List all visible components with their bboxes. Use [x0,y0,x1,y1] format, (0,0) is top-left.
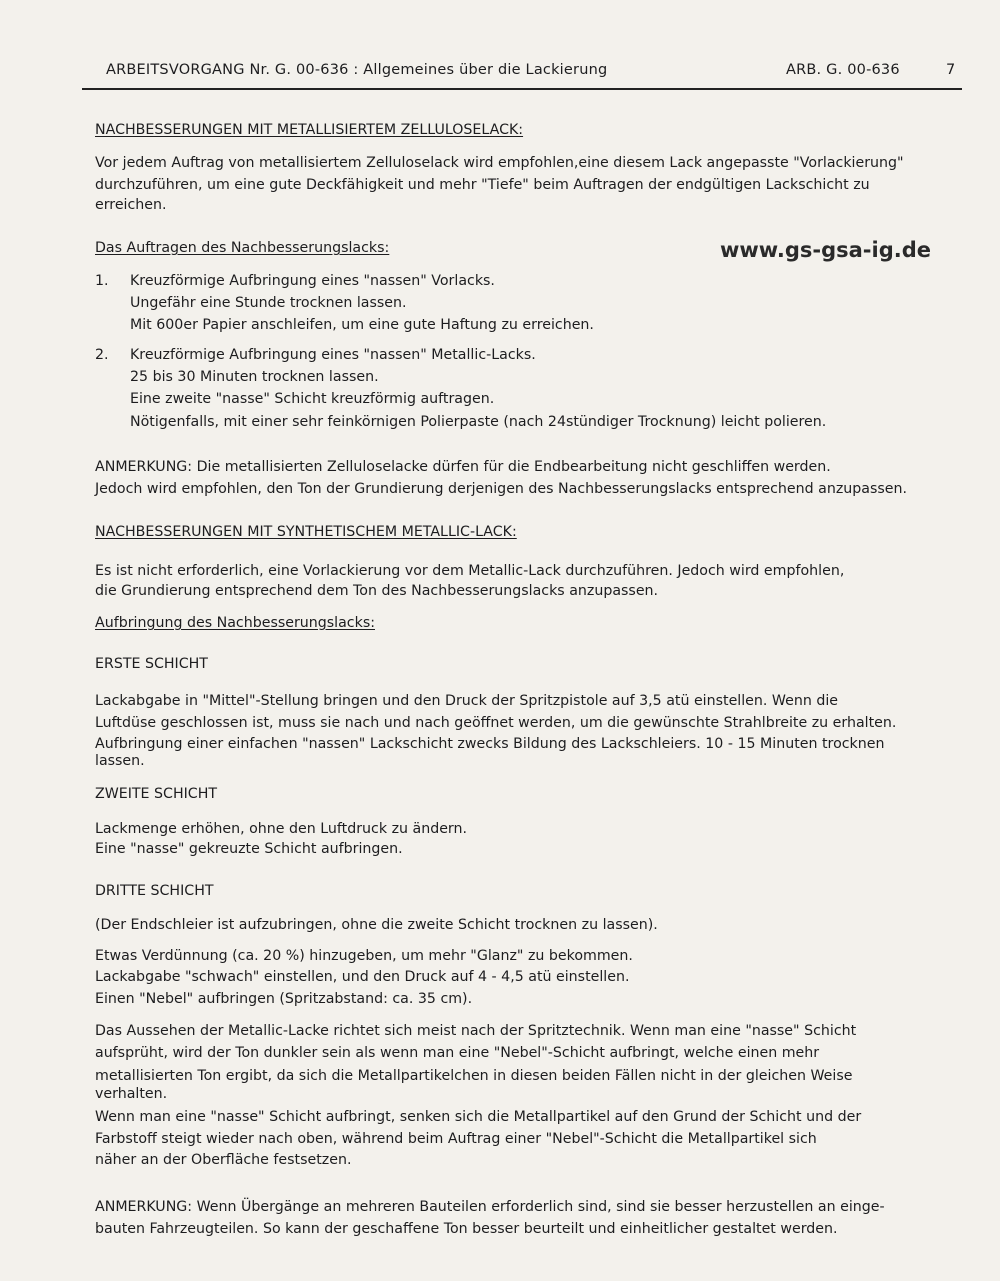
header-rule [82,88,962,90]
paragraph-line: Wenn man eine "nasse" Schicht aufbringt, senken sich die Metallpartikel auf den Grund der Schicht und der [95,1109,862,1125]
layer-title: ZWEITE SCHICHT [95,786,218,802]
layer-intro: (Der Endschleier ist aufzubringen, ohne die zweite Schicht trocknen zu lassen). [95,917,658,933]
note-line: bauten Fahrzeugteilen. So kann der geschaffene Ton besser beurteilt und einheitlicher gestaltet werden. [95,1221,838,1237]
note-line: ANMERKUNG: Wenn Übergänge an mehreren Bauteilen erforderlich sind, sind sie besser herzustellen an einge- [95,1199,885,1215]
header-title: ARBEITSVORGANG Nr. G. 00-636 : Allgemeines über die Lackierung [106,62,608,78]
header-reference: ARB. G. 00-636 [786,62,900,78]
paragraph-line: erreichen. [95,197,167,213]
step-line: Nötigenfalls, mit einer sehr feinkörnigen Polierpaste (nach 24stündiger Trocknung) leicht polieren. [130,414,827,430]
watermark-url: www.gs-gsa-ig.de [720,238,931,262]
paragraph-line: Das Aussehen der Metallic-Lacke richtet sich meist nach der Spritztechnik. Wenn man eine "nasse" Schicht [95,1023,857,1039]
subheading-auftragen: Das Auftragen des Nachbesserungslacks: [95,240,390,256]
layer-line: Einen "Nebel" aufbringen (Spritzabstand: ca. 35 cm). [95,991,473,1007]
paragraph-line: die Grundierung entsprechend dem Ton des Nachbesserungslacks anzupassen. [95,583,659,599]
step-number: 1. [95,273,109,289]
section-heading-synthetisch: NACHBESSERUNGEN MIT SYNTHETISCHEM METALLIC-LACK: [95,524,517,540]
note-line: ANMERKUNG: Die metallisierten Zelluloselacke dürfen für die Endbearbeitung nicht geschliffen werden. [95,459,831,475]
paragraph-line: aufsprüht, wird der Ton dunkler sein als wenn man eine "Nebel"-Schicht aufbringt, welche einen mehr [95,1045,820,1061]
layer-line: Lackabgabe "schwach" einstellen, und den Druck auf 4 - 4,5 atü einstellen. [95,969,630,985]
layer-line: Aufbringung einer einfachen "nassen" Lackschicht zwecks Bildung des Lackschleiers. 10 - 15 Minuten trocknen [95,736,885,752]
paragraph-line: durchzuführen, um eine gute Deckfähigkeit und mehr "Tiefe" beim Auftragen der endgültigen Lackschicht zu [95,177,870,193]
paragraph-line: Farbstoff steigt wieder nach oben, während beim Auftrag einer "Nebel"-Schicht die Metallpartikel sich [95,1131,817,1147]
page-number: 7 [946,62,956,78]
layer-line: Lackabgabe in "Mittel"-Stellung bringen und den Druck der Spritzpistole auf 3,5 atü einstellen. Wenn die [95,693,839,709]
section-heading-zelluloselack: NACHBESSERUNGEN MIT METALLISIERTEM ZELLULOSELACK: [95,122,524,138]
step-line: Kreuzförmige Aufbringung eines "nassen" Metallic-Lacks. [130,347,536,363]
subheading-aufbringung: Aufbringung des Nachbesserungslacks: [95,615,375,631]
layer-title: DRITTE SCHICHT [95,883,214,899]
layer-line: Eine "nasse" gekreuzte Schicht aufbringen. [95,841,403,857]
layer-line: Etwas Verdünnung (ca. 20 %) hinzugeben, um mehr "Glanz" zu bekommen. [95,948,633,964]
paragraph-line: näher an der Oberfläche festsetzen. [95,1152,352,1168]
layer-line: lassen. [95,753,145,769]
layer-line: Lackmenge erhöhen, ohne den Luftdruck zu ändern. [95,821,468,837]
step-line: 25 bis 30 Minuten trocknen lassen. [130,369,379,385]
step-line: Mit 600er Papier anschleifen, um eine gute Haftung zu erreichen. [130,317,594,333]
step-line: Kreuzförmige Aufbringung eines "nassen" Vorlacks. [130,273,495,289]
note-line: Jedoch wird empfohlen, den Ton der Grundierung derjenigen des Nachbesserungslacks entsprechend anzupassen. [95,481,907,497]
layer-line: Luftdüse geschlossen ist, muss sie nach und nach geöffnet werden, um die gewünschte Strahlbreite zu erhalten. [95,715,897,731]
paragraph-line: metallisierten Ton ergibt, da sich die Metallpartikelchen in diesen beiden Fällen nicht in der gleichen Weise [95,1068,853,1084]
step-line: Eine zweite "nasse" Schicht kreuzförmig auftragen. [130,391,495,407]
step-line: Ungefähr eine Stunde trocknen lassen. [130,295,407,311]
step-number: 2. [95,347,109,363]
layer-title: ERSTE SCHICHT [95,656,208,672]
paragraph-line: Vor jedem Auftrag von metallisiertem Zelluloselack wird empfohlen,eine diesem Lack angepasste "Vorlackierung" [95,155,904,171]
paragraph-line: verhalten. [95,1086,168,1102]
paragraph-line: Es ist nicht erforderlich, eine Vorlackierung vor dem Metallic-Lack durchzuführen. Jedoch wird empfohlen, [95,563,845,579]
